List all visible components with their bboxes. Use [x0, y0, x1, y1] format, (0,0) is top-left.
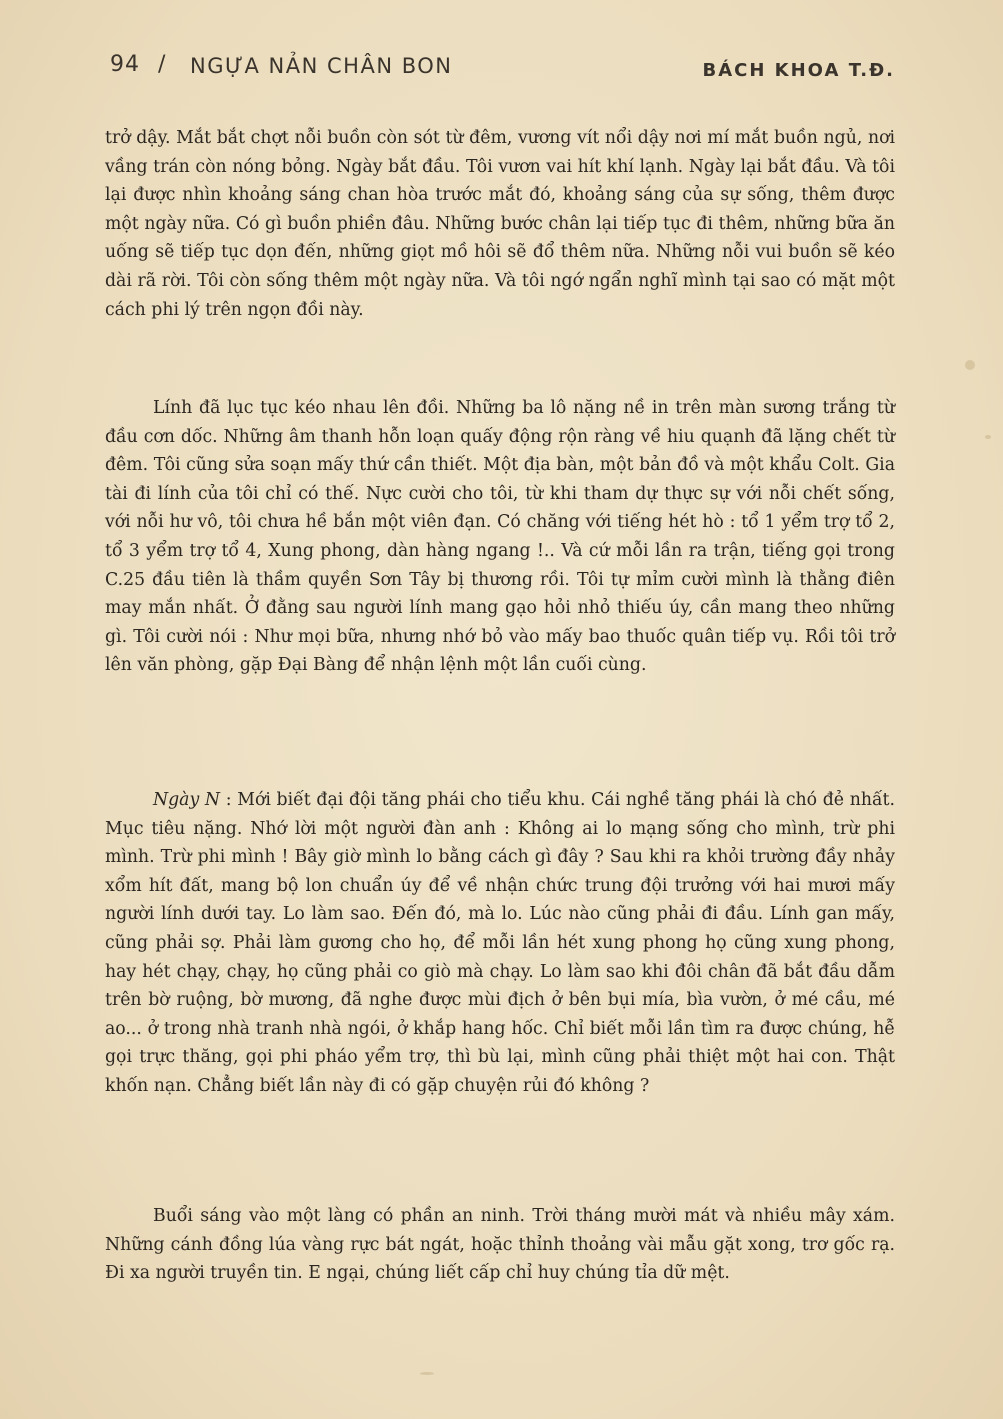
- paragraph-4: [105, 1202, 895, 1288]
- page-header: [110, 52, 895, 88]
- running-title: NGỰA NẢN CHÂN BON: [190, 54, 453, 78]
- paragraph-3-lead: Ngày N: [153, 790, 221, 810]
- paper-stain: [965, 360, 975, 370]
- paragraph-2: [105, 394, 895, 680]
- paper-stain: [985, 435, 991, 439]
- publication-name: BÁCH KHOA T.Đ.: [702, 60, 895, 81]
- paragraph-3-colon: :: [220, 790, 238, 810]
- paragraph-2-text: Lính đã lục tục kéo nhau lên đồi. Những ba lô nặng nề in trên màn sương trắng từ đầu cơn dốc. Những âm thanh hỗn loạn quấy động rộn ràng về hiu quạnh đã lặng chết từ đêm. Tôi cũng sửa soạn mấy thứ cần thiết. Một địa bàn, một bản đồ và một khẩu Colt. Gia tài đi lính của tôi chỉ có thế. Nực cười cho tôi, từ khi tham dự thực sự với nỗi chết sống, với nỗi hư vô, tôi chưa hề bắn một viên đạn. Có chăng với tiếng hét hò : tổ 1 yểm trợ tổ 2, tổ 3 yểm trợ tổ 4, Xung phong, dàn hàng ngang !.. Và cứ mỗi lần ra trận, tiếng gọi trong C.25 đầu tiên là thầm quyền Sơn Tây bị thương rồi. Tôi tự mỉm cười mình là thằng điên may mắn nhất. Ở đằng sau người lính mang gạo hỏi nhỏ thiếu úy, cần mang theo những gì. Tôi cười nói : Như mọi bữa, nhưng nhớ bỏ vào mấy bao thuốc quân tiếp vụ. Rồi tôi trở lên văn phòng, gặp Đại Bàng để nhận lệnh một lần cuối cùng.: [105, 398, 895, 676]
- paragraph-1: trở dậy. Mắt bắt chợt nỗi buồn còn sót từ đêm, vương vít nổi dậy nơi mí mắt buồn ngủ, nơi vầng trán còn nóng bỏng. Ngày bắt đầu. Tôi vươn vai hít khí lạnh. Ngày lại bắt đầu. Và tôi lại được nhìn khoảng sáng chan hòa trước mắt đó, khoảng sáng của sự sống, thêm được một ngày nữa. Có gì buồn phiền đâu. Những bước chân lại tiếp tục đi thêm, những bữa ăn uống sẽ tiếp tục dọn đến, những giọt mồ hôi sẽ đổ thêm nữa. Những nỗi vui buồn sẽ kéo dài rã rời. Tôi còn sống thêm một ngày nữa. Và tôi ngớ ngẩn nghĩ mình tại sao có mặt một cách phi lý trên ngọn đồi này.: [105, 128, 895, 320]
- paragraph-3: [105, 786, 895, 1101]
- paragraph-4-text: Buổi sáng vào một làng có phần an ninh. Trời tháng mười mát và nhiều mây xám. Những cánh đồng lúa vàng rực bát ngát, hoặc thỉnh thoảng vài mẫu gặt xong, trơ gốc rạ. Đi xa người truyền tin. E ngại, chúng liết cấp chỉ huy chúng tỉa dữ mệt.: [105, 1206, 895, 1284]
- page-number: 94: [110, 52, 140, 77]
- paper-stain: [420, 1372, 434, 1375]
- paragraph-3-text: Mới biết đại đội tăng phái cho tiểu khu. Cái nghề tăng phái là chó đẻ nhất. Mục tiêu nặng. Nhớ lời một người đàn anh : Không ai lo mạng sống cho mình, trừ phi mình. Trừ phi mình ! Bây giờ mình lo bằng cách gì đây ? Sau khi ra khỏi trường đầy nhảy xổm hít đất, mang bộ lon chuẩn úy để về nhận chức trung đội trưởng với hai mươi mấy người lính dưới tay. Lo làm sao. Đến đó, mà lo. Lúc nào cũng phải đi đầu. Lính gan mấy, cũng phải sợ. Phải làm gương cho họ, để mỗi lần hét xung phong họ cũng xung phong, hay hét chạy, chạy, họ cũng phải co giò mà chạy. Lo làm sao khi đôi chân đã bắt đầu dẫm trên bờ ruộng, bờ mương, đã nghe được mùi địch ở bên bụi mía, bìa vườn, ở mé cầu, mé ao... ở trong nhà tranh nhà ngói, ở khắp hang hốc. Chỉ biết mỗi lần tìm ra được chúng, hễ gọi trực thăng, gọi phi pháo yểm trợ, thì bù lại, mình cũng phải thiệt một hai con. Thật khốn nạn. Chẳng biết lần này đi có gặp chuyện rủi đó không ?: [105, 790, 895, 1096]
- header-separator: /: [158, 52, 166, 77]
